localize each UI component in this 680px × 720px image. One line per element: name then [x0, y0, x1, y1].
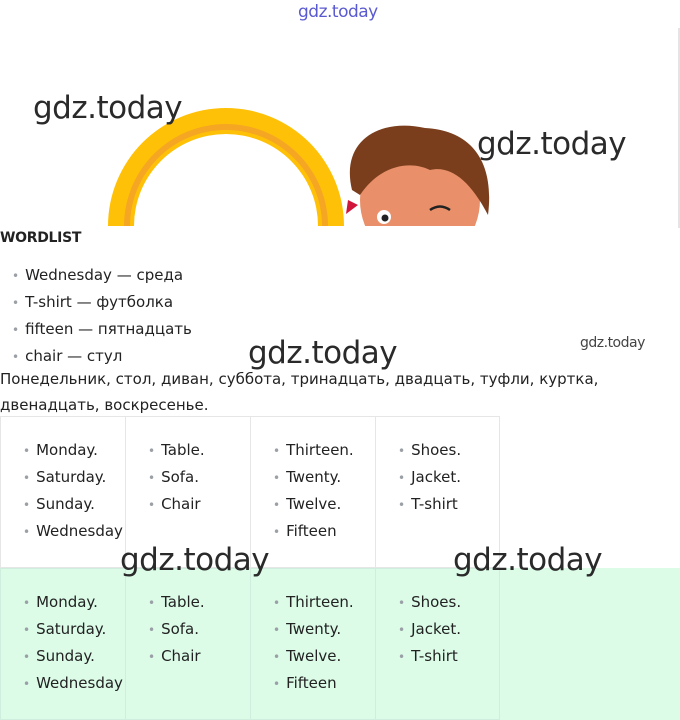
list-item: • Twelve.: [273, 491, 375, 518]
answer-table-highlighted: [0, 568, 500, 720]
list-item: • T-shirt: [398, 491, 499, 518]
list-item: • Chair: [148, 491, 250, 518]
list-item: • Table.: [148, 589, 250, 616]
list-item: • Twelve.: [273, 643, 375, 670]
list-item: • Wednesday — среда: [12, 262, 192, 289]
list-item: • Saturday.: [23, 464, 125, 491]
list-item: • T-shirt — футболка: [12, 289, 192, 316]
list-item: • Sofa.: [148, 464, 250, 491]
list-item: • Table.: [148, 437, 250, 464]
wordlist: [12, 262, 192, 370]
watermark: gdz.today: [33, 90, 183, 126]
watermark: gdz.today: [248, 335, 398, 371]
table-column-days: [0, 568, 125, 720]
list-item: • Twenty.: [273, 616, 375, 643]
list-item: • Jacket.: [398, 464, 499, 491]
table-column-furniture: [125, 568, 250, 720]
list-item: • Shoes.: [398, 437, 499, 464]
list-item: • chair — стул: [12, 343, 192, 370]
list-item: • Chair: [148, 643, 250, 670]
list-item: • Thirteen.: [273, 589, 375, 616]
watermark: gdz.today: [477, 126, 627, 162]
table-column-days: [0, 416, 125, 568]
list-item: • Monday.: [23, 437, 125, 464]
list-item: • Fifteen: [273, 518, 375, 545]
list-item: • Fifteen: [273, 670, 375, 697]
list-item: • Thirteen.: [273, 437, 375, 464]
table-column-clothes: [375, 568, 500, 720]
table-column-numbers: [250, 568, 375, 720]
list-item: • Shoes.: [398, 589, 499, 616]
boy-head: [346, 126, 489, 226]
list-item: • Wednesday: [23, 670, 125, 697]
list-item: • Wednesday: [23, 518, 125, 545]
watermark: gdz.today: [298, 2, 378, 22]
list-item: • T-shirt: [398, 643, 499, 670]
watermark: gdz.today: [453, 542, 603, 578]
list-item: • Saturday.: [23, 616, 125, 643]
wordlist-title: WORDLIST: [0, 230, 82, 246]
watermark: gdz.today: [120, 542, 270, 578]
list-item: • Sofa.: [148, 616, 250, 643]
list-item: • Jacket.: [398, 616, 499, 643]
list-item: • Sunday.: [23, 643, 125, 670]
list-item: • Monday.: [23, 589, 125, 616]
instruction-text: Понедельник, стол, диван, суббота, тринадцать, двадцать, туфли, куртка, двенадцать, воскресенье.: [0, 370, 599, 414]
list-item: • fifteen — пятнадцать: [12, 316, 192, 343]
list-item: • Twenty.: [273, 464, 375, 491]
watermark: gdz.today: [580, 335, 645, 351]
list-item: • Sunday.: [23, 491, 125, 518]
